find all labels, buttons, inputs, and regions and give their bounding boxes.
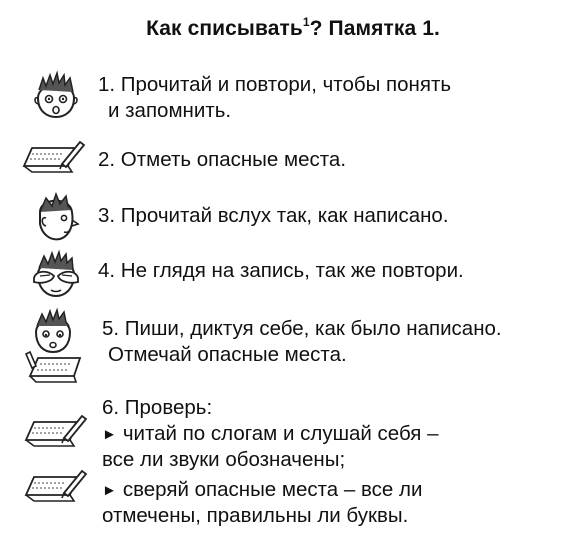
page-title: Как списывать$^1$? Памятка 1. [146,15,440,40]
step-6-bullet-2-line-1: ► сверяй опасные места – все ли [102,478,423,501]
bullet-arrow-icon: ► [102,482,117,499]
step-1-line-2: и запомнить. [108,99,232,122]
notebook-pen-icon [24,410,88,450]
bullet-arrow-icon: ► [102,426,117,443]
boy-face-icon [26,68,86,118]
step-6-bullet-1-line-2: все ли звуки обозначены; [102,448,346,471]
boy-profile-icon [26,190,86,242]
step-2-line-1: 2. Отметь опасные места. [98,148,347,171]
step-6-bullet-2-line-2: отмечены, правильны ли буквы. [102,504,409,527]
step-3-line-1: 3. Прочитай вслух так, как написано. [98,204,449,227]
step-1-line-1: 1. Прочитай и повтори, чтобы понять [98,73,452,96]
step-5-line-2: Отмечай опасные места. [108,343,347,366]
notebook-pen-icon [22,136,86,176]
boy-covering-eyes-icon [26,248,86,298]
step-4-line-1: 4. Не глядя на запись, так же повтори. [98,259,464,282]
notebook-pen-icon [24,465,88,505]
step-6-bullet-1-line-1: ► читай по слогам и слушай себя – [102,422,439,445]
step-5-line-1: 5. Пиши, диктуя себе, как было написано. [102,317,502,340]
boy-writing-icon [24,306,90,386]
step-6-line-1: 6. Проверь: [102,396,213,419]
